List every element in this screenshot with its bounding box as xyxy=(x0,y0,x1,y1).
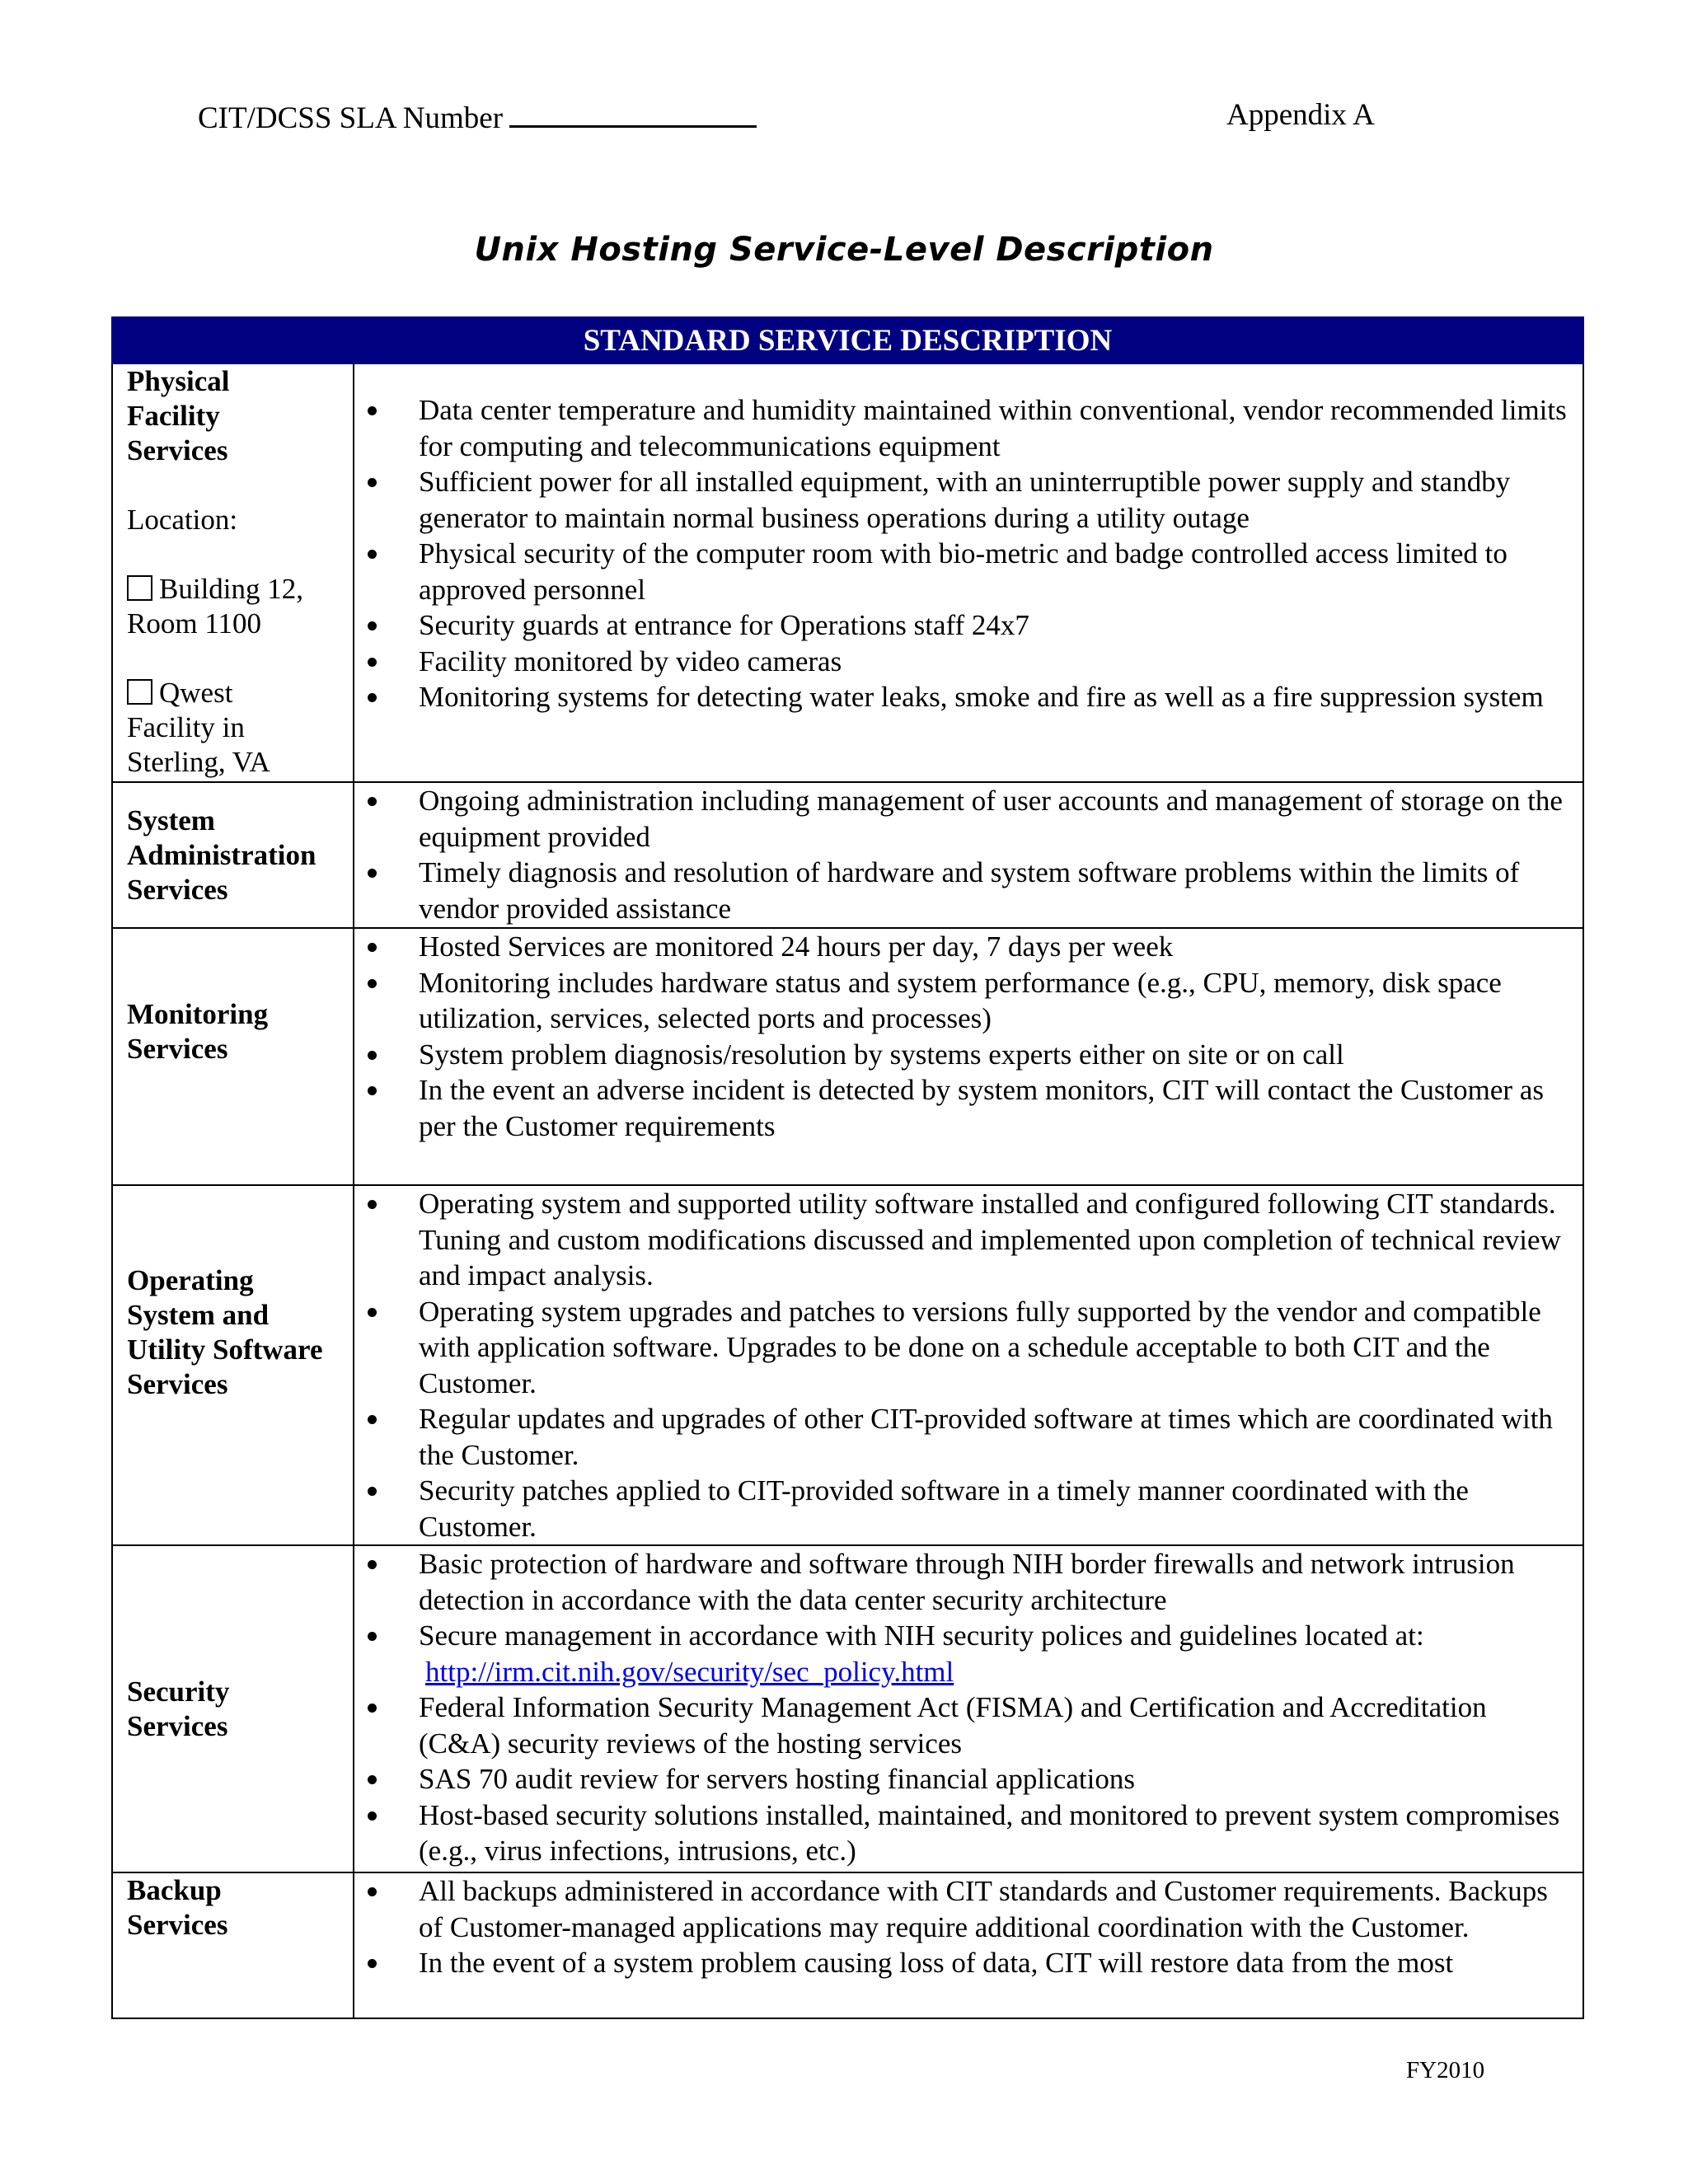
row-label-security xyxy=(112,1545,354,1872)
item-text: All backups administered in accordance with CIT standards and Customer requirements. Backups of Customer-managed applications may require additional coordination with the Customer. xyxy=(419,1875,1548,1943)
qwest-checkbox[interactable] xyxy=(127,679,152,705)
fiscal-year-footer: FY2010 xyxy=(1406,2057,1485,2083)
page-title: Unix Hosting Service-Level Description xyxy=(474,231,1214,269)
list-item xyxy=(354,679,1582,715)
row-label-operating-system xyxy=(112,1185,354,1545)
list-item xyxy=(354,1037,1582,1073)
bullet-icon xyxy=(368,797,377,806)
item-text: Host-based security solutions installed, maintained, and monitored to prevent system compromises (e.g., virus infections, intrusions, etc.) xyxy=(419,1798,1560,1867)
list-item xyxy=(354,1401,1582,1473)
item-text: Hosted Services are monitored 24 hours per day, 7 days per week xyxy=(419,930,1174,963)
bullet-icon xyxy=(368,550,377,559)
item-text: In the event an adverse incident is detected by system monitors, CIT will contact the Customer as per the Customer requirements xyxy=(419,1074,1544,1142)
row-content-monitoring xyxy=(354,928,1583,1185)
table-row-operating-system xyxy=(112,1185,1583,1545)
item-text: Monitoring systems for detecting water leaks, smoke and fire as well as a fire suppression system xyxy=(419,681,1544,713)
list-item xyxy=(354,1690,1582,1761)
bullet-icon xyxy=(368,621,377,630)
location-option-building-12 xyxy=(127,572,341,607)
list-item xyxy=(354,1761,1582,1797)
label-line: Monitoring xyxy=(127,998,269,1030)
list-item xyxy=(354,1873,1582,1945)
security-list xyxy=(354,1546,1582,1869)
label-line: Operating xyxy=(127,1263,254,1296)
bullet-icon xyxy=(368,1415,377,1424)
item-text: System problem diagnosis/resolution by systems experts either on site or on call xyxy=(419,1038,1344,1071)
bullet-icon xyxy=(368,943,377,952)
list-item xyxy=(354,644,1582,680)
location-label: Location: xyxy=(127,504,238,536)
table-row-physical-facility xyxy=(112,363,1583,782)
bullet-icon xyxy=(368,1775,377,1784)
label-line: System xyxy=(127,804,215,837)
list-item xyxy=(354,1072,1582,1144)
label-line: Services xyxy=(127,873,228,906)
bullet-icon xyxy=(368,406,377,415)
bullet-icon xyxy=(368,1200,377,1209)
list-item xyxy=(354,1546,1582,1618)
bullet-icon xyxy=(368,478,377,487)
sla-number-label: CIT/DCSS SLA Number xyxy=(198,101,504,135)
label-line: Services xyxy=(127,1033,228,1065)
bullet-icon xyxy=(368,1959,377,1968)
list-item xyxy=(354,855,1582,926)
item-text: Timely diagnosis and resolution of hardware and system software problems within the limits of vendor provided assistance xyxy=(419,856,1520,925)
item-text: Federal Information Security Management Act (FISMA) and Certification and Accreditation (C&A) security reviews of the hosting services xyxy=(419,1691,1487,1760)
row-label-system-administration xyxy=(112,782,354,928)
item-text: Secure management in accordance with NIH security polices and guidelines located at: xyxy=(419,1619,1424,1652)
label-line: Services xyxy=(127,1709,228,1742)
bullet-icon xyxy=(368,869,377,878)
option-text: Sterling, VA xyxy=(127,746,270,778)
row-content-physical-facility xyxy=(354,363,1583,782)
item-text: Basic protection of hardware and software through NIH border firewalls and network intrusion detection in accordance with the data center security architecture xyxy=(419,1548,1515,1616)
monitoring-list xyxy=(354,929,1582,1144)
bullet-icon xyxy=(368,979,377,988)
table-banner: STANDARD SERVICE DESCRIPTION xyxy=(112,317,1583,363)
security-policy-link[interactable]: http://irm.cit.nih.gov/security/sec_policy.html xyxy=(425,1655,954,1688)
item-text: Facility monitored by video cameras xyxy=(419,644,842,677)
row-content-operating-system xyxy=(354,1185,1583,1545)
label-line: Facility xyxy=(127,400,220,432)
option-text: Qwest xyxy=(159,677,233,709)
row-label-backup xyxy=(112,1872,354,2018)
list-item xyxy=(354,1294,1582,1402)
list-item xyxy=(354,1945,1582,1981)
list-item xyxy=(354,1618,1582,1690)
service-description-table xyxy=(111,316,1584,2019)
item-text: Regular updates and upgrades of other CIT-provided software at times which are coordinated with the Customer. xyxy=(419,1403,1553,1471)
option-text: Building 12, xyxy=(159,573,304,605)
physical-facility-list xyxy=(354,392,1582,715)
row-label-monitoring xyxy=(112,928,354,1185)
label-line: Security xyxy=(127,1675,230,1708)
item-text: In the event of a system problem causing loss of data, CIT will restore data from the most xyxy=(419,1947,1454,1979)
appendix-label: Appendix A xyxy=(1226,98,1375,132)
bullet-icon xyxy=(368,658,377,667)
list-item xyxy=(354,1797,1582,1869)
bullet-icon xyxy=(368,1704,377,1713)
label-line: Services xyxy=(127,1367,228,1400)
backup-list xyxy=(354,1873,1582,1981)
list-item xyxy=(354,607,1582,644)
label-line: Physical xyxy=(127,365,230,397)
row-content-security xyxy=(354,1545,1583,1872)
bullet-icon xyxy=(368,1487,377,1496)
building-12-checkbox[interactable] xyxy=(127,575,152,601)
label-line: Services xyxy=(127,1909,228,1941)
row-label-physical-facility xyxy=(112,363,354,782)
bullet-icon xyxy=(368,1051,377,1060)
label-line: System and xyxy=(127,1298,270,1331)
system-administration-list xyxy=(354,783,1582,926)
location-option-qwest xyxy=(127,676,341,710)
item-text: Ongoing administration including management of user accounts and management of storage on the equipment provided xyxy=(419,785,1563,853)
item-text: Sufficient power for all installed equipment, with an uninterruptible power supply and standby generator to maintain normal business operations during a utility outage xyxy=(419,466,1511,534)
label-line: Utility Software xyxy=(127,1333,323,1366)
list-item xyxy=(354,464,1582,536)
list-item xyxy=(354,1473,1582,1544)
option-text: Facility in xyxy=(127,711,245,743)
sla-number-blank xyxy=(509,97,757,128)
list-item xyxy=(354,929,1582,965)
list-item xyxy=(354,392,1582,464)
table-row-system-administration xyxy=(112,782,1583,928)
bullet-icon xyxy=(368,1086,377,1095)
item-text: Physical security of the computer room with bio-metric and badge controlled access limited to approved personnel xyxy=(419,537,1507,606)
item-text: Operating system upgrades and patches to versions fully supported by the vendor and compatible with application software. Upgrades to be done on a schedule acceptable to both CIT and the Customer. xyxy=(419,1295,1541,1399)
list-item xyxy=(354,536,1582,607)
table-row-security xyxy=(112,1545,1583,1872)
item-text: Operating system and supported utility software installed and configured following CIT standards. Tuning and custom modifications discussed and implemented upon completion of technical review and impact analysis. xyxy=(419,1188,1561,1291)
sla-number-line xyxy=(198,97,757,136)
item-text: Monitoring includes hardware status and system performance (e.g., CPU, memory, disk space utilization, services, selected ports and processes) xyxy=(419,966,1502,1034)
bullet-icon xyxy=(368,1632,377,1641)
list-item xyxy=(354,965,1582,1037)
item-text: Security guards at entrance for Operations staff 24x7 xyxy=(419,609,1029,641)
operating-system-list xyxy=(354,1186,1582,1544)
label-line: Backup xyxy=(127,1874,222,1906)
label-line: Administration xyxy=(127,838,316,871)
item-text: Data center temperature and humidity maintained within conventional, vendor recommended limits for computing and telecommunications equipment xyxy=(419,394,1567,462)
bullet-icon xyxy=(368,1560,377,1569)
table-row-backup xyxy=(112,1872,1583,2018)
bullet-icon xyxy=(368,1887,377,1896)
label-line: Services xyxy=(127,434,228,466)
bullet-icon xyxy=(368,1308,377,1317)
row-content-backup xyxy=(354,1872,1583,2018)
list-item xyxy=(354,1186,1582,1294)
row-content-system-administration xyxy=(354,782,1583,928)
table-row-monitoring xyxy=(112,928,1583,1185)
item-text: Security patches applied to CIT-provided software in a timely manner coordinated with the Customer. xyxy=(419,1474,1469,1543)
bullet-icon xyxy=(368,693,377,702)
bullet-icon xyxy=(368,1811,377,1821)
option-text: Room 1100 xyxy=(127,607,262,640)
list-item xyxy=(354,783,1582,855)
item-text: SAS 70 audit review for servers hosting financial applications xyxy=(419,1763,1135,1795)
